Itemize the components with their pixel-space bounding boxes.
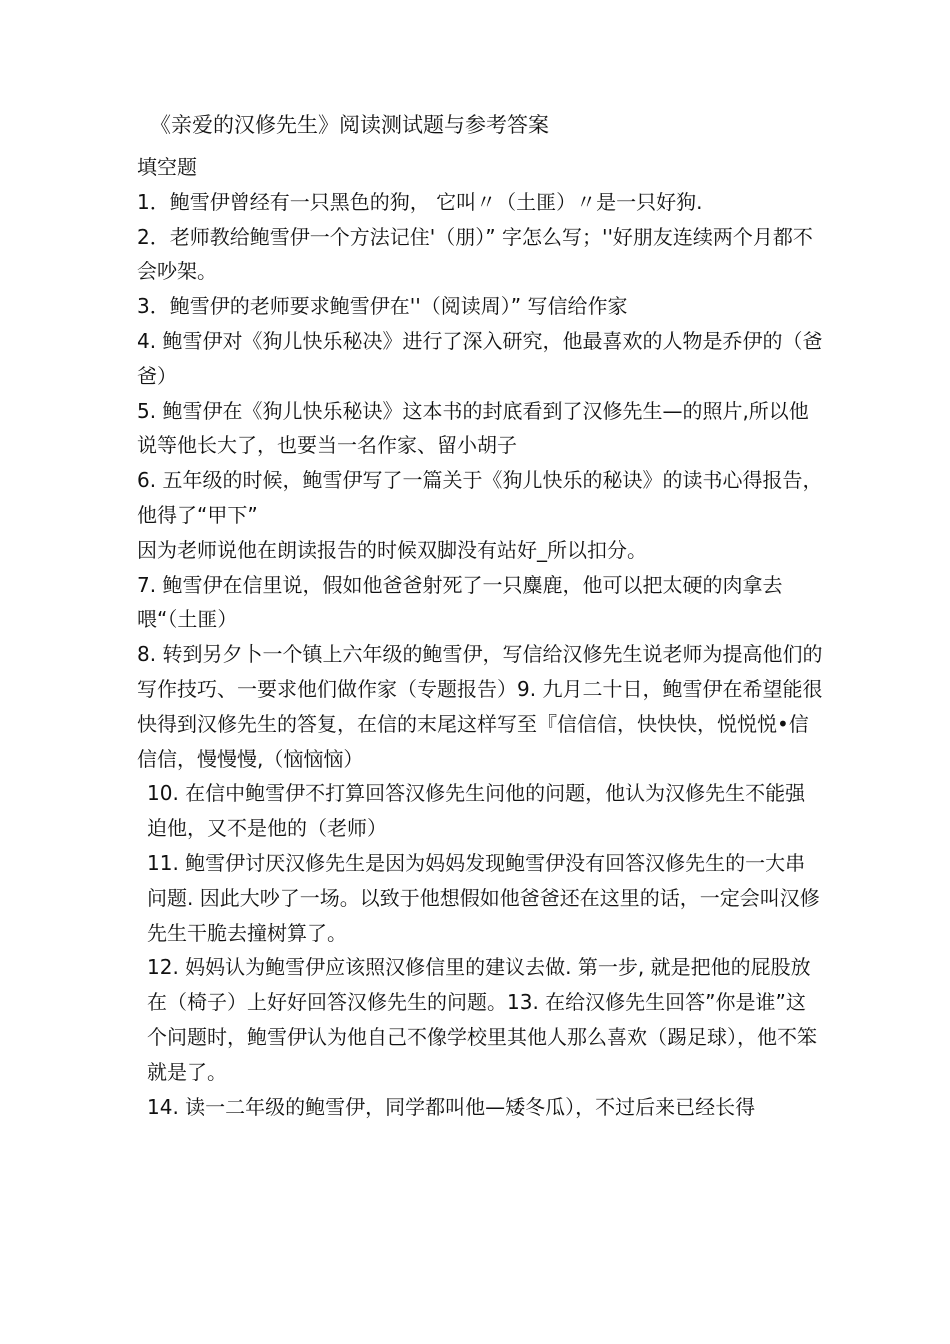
paragraph-q1: 1．鲍雪伊曾经有一只黑色的狗， 它叫〃（土匪）〃是一只好狗. [137,189,703,214]
paragraph-q12-q13: 12. 妈妈认为鲍雪伊应该照汉修信里的建议去做. 第一步, 就是把他的屁股放在（椅子）上好好回答汉修先生的问题。13. 在给汉修先生回答”你是谁”这个问题时，鲍雪伊认为他自己不像学校里其他人那么喜欢（踢足球），他不笨就是了。 [147,955,817,1084]
paragraph-q11: 11. 鲍雪伊讨厌汉修先生是因为妈妈发现鲍雪伊没有回答汉修先生的一大串问题. 因此大吵了一场。以致于他想假如他爸爸还在这里的话，一定会叫汉修先生干脆去撞树算了。 [147,850,820,945]
paragraph-q2: 2．老师教给鲍雪伊一个方法记住'（朋）” 字怎么写；''好朋友连续两个月都不会吵架。 [137,224,813,284]
document-title: 《亲爱的汉修先生》阅读测试题与参考答案 [150,113,549,137]
section-heading: 填空题 [137,155,197,179]
paragraph-q6-continued: 因为老师说他在朗读报告的时候双脚没有站好_所以扣分。 [137,537,647,562]
paragraph-q4: 4. 鲍雪伊对《狗儿快乐秘决》进行了深入研究，他最喜欢的人物是乔伊的（爸爸） [137,328,823,388]
paragraph-q5: 5. 鲍雪伊在《狗儿快乐秘诀》这本书的封底看到了汉修先生—的照片,所以他说等他长大了，也要当一名作家、留小胡子 [137,398,809,458]
paragraph-q7: 7. 鲍雪伊在信里说，假如他爸爸射死了一只麋鹿，他可以把太硬的肉拿去喂“（土匪） [137,572,783,632]
paragraph-q8-q9: 8. 转到另夕卜一个镇上六年级的鲍雪伊，写信给汉修先生说老师为提高他们的写作技巧、一要求他们做作家（专题报告）9. 九月二十日，鲍雪伊在希望能很快得到汉修先生的答复，在信的末尾这样写至『信信信，快快快，悦悦悦•信信信，慢慢慢,（恼恼恼） [137,642,823,771]
paragraph-q3: 3．鲍雪伊的老师要求鲍雪伊在''（阅读周）” 写信给作家 [137,294,628,319]
paragraph-q14: 14. 读一二年级的鲍雪伊，同学都叫他—矮冬瓜），不过后来已经长得 [147,1094,756,1119]
paragraph-q10: 10. 在信中鲍雪伊不打算回答汉修先生问他的问题，他认为汉修先生不能强迫他，又不是他的（老师） [147,781,806,841]
document-body [137,150,823,1124]
paragraph-q6: 6. 五年级的时候，鲍雪伊写了一篇关于《狗儿快乐的秘诀》的读书心得报告，他得了“甲下” [137,468,823,527]
